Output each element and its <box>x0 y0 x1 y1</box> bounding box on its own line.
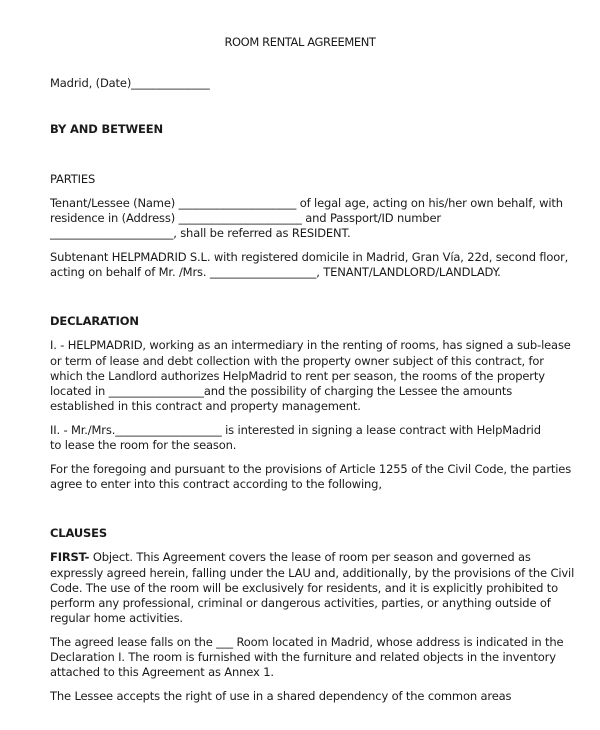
parties-paragraph-2-line-2: acting on behalf of Mr. /Mrs. ___________________, TENANT/LANDLORD/LANDLADY. <box>50 265 501 279</box>
clauses-heading: CLAUSES <box>50 526 108 540</box>
declaration-paragraph-1-line-1: I. - HELPMADRID, working as an intermediary in the renting of rooms, has signed a sub-lease <box>50 338 571 352</box>
declaration-paragraph-1-line-4: located in _________________and the possibility of charging the Lessee the amounts <box>50 384 513 398</box>
declaration-paragraph-1-line-5: established in this contract and property management. <box>50 399 361 413</box>
clause-first-line-4: perform any professional, criminal or dangerous activities, parties, or anything outside of <box>50 596 551 610</box>
parties-paragraph-2-line-1: Subtenant HELPMADRID S.L. with registered domicile in Madrid, Gran Vía, 22d, second floor, <box>50 250 569 264</box>
parties-paragraph-1-line-1: Tenant/Lessee (Name) _____________________ of legal age, acting on his/her own behalf, with <box>50 196 563 210</box>
clause-first-line-3: Code. The use of the room will be exclusively for residents, and it is explicitly prohibited to <box>50 581 559 595</box>
clause-first-line-2: expressly agreed herein, falling under the LAU and, additionally, by the provisions of the Civil <box>50 566 575 580</box>
by-and-between-heading: BY AND BETWEEN <box>50 122 163 136</box>
clause-first-paragraph-3-line-1: The Lessee accepts the right of use in a shared dependency of the common areas <box>50 689 512 703</box>
declaration-paragraph-2-line-1: II. - Mr./Mrs.___________________ is interested in signing a lease contract with HelpMadrid <box>50 423 541 437</box>
clause-first-paragraph-2-line-3: attached to this Agreement as Annex 1. <box>50 665 274 679</box>
parties-heading: PARTIES <box>50 172 96 186</box>
clause-first-line-1 <box>50 550 531 564</box>
document-title: ROOM RENTAL AGREEMENT <box>224 35 376 49</box>
parties-paragraph-1-line-2: residence in (Address) ______________________ and Passport/ID number <box>50 211 441 225</box>
declaration-paragraph-1-line-2: or term of lease and debt collection with the property owner subject of this contract, for <box>50 354 544 368</box>
clause-first-text: Object. This Agreement covers the lease of room per season and governed as <box>89 550 531 564</box>
parties-paragraph-1-line-3: ______________________, shall be referred as RESIDENT. <box>50 226 351 240</box>
place-date-line: Madrid, (Date)______________ <box>50 76 210 90</box>
declaration-heading: DECLARATION <box>50 314 139 328</box>
clause-first-paragraph-2-line-2: Declaration I. The room is furnished with the furniture and related objects in the inventory <box>50 650 556 664</box>
declaration-paragraph-1-line-3: which the Landlord authorizes HelpMadrid to rent per season, the rooms of the property <box>50 369 545 383</box>
declaration-paragraph-3-line-2: agree to enter into this contract according to the following, <box>50 477 382 491</box>
clause-first-paragraph-2-line-1: The agreed lease falls on the ___ Room located in Madrid, whose address is indicated in the <box>50 635 564 649</box>
declaration-paragraph-3-line-1: For the foregoing and pursuant to the provisions of Article 1255 of the Civil Code, the parties <box>50 462 572 476</box>
clause-first-label: FIRST- <box>50 550 90 564</box>
clause-first-line-5: regular home activities. <box>50 611 183 625</box>
declaration-paragraph-2-line-2: to lease the room for the season. <box>50 438 237 452</box>
